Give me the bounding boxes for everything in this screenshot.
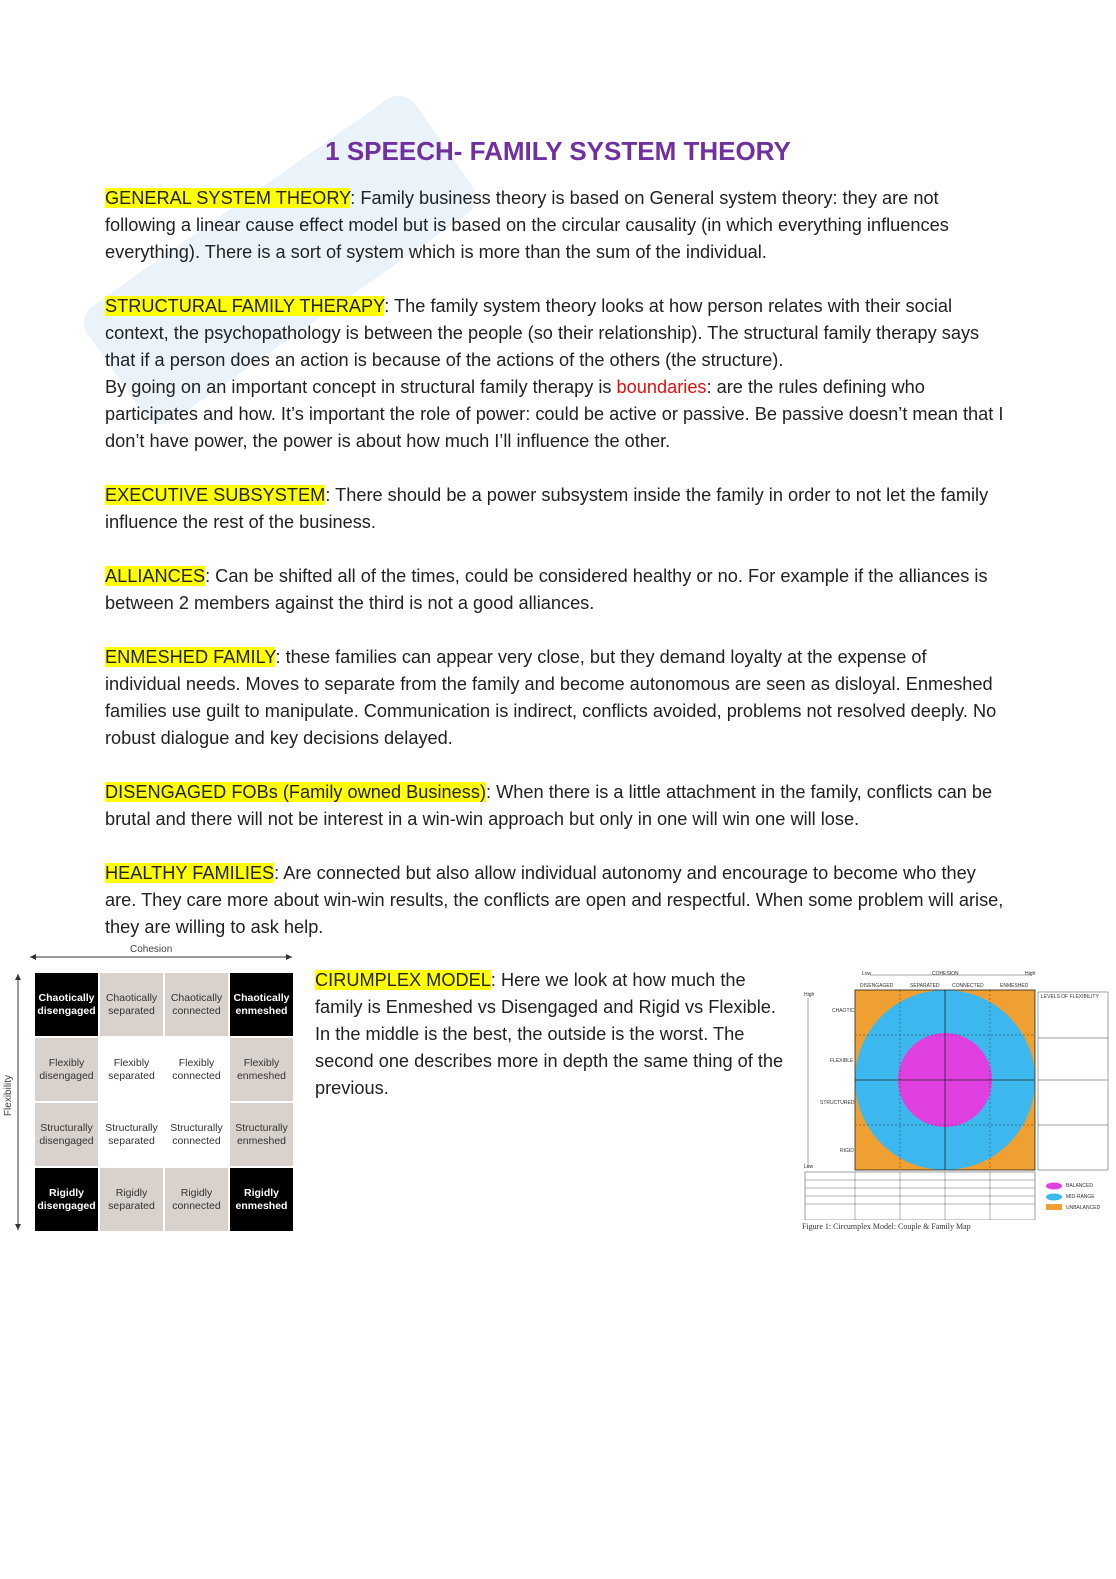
row-label: RIGID	[840, 1148, 854, 1154]
grid-cell: Structurally disengaged	[35, 1103, 98, 1166]
section-text: : Here we look at how much the family is Enmeshed vs Disengaged and Rigid vs Flexible. In the middle is the best, the outside is the worst. The second one describes more in depth the same thing of the previous.	[315, 970, 784, 1099]
grid-cell: Chaotically disengaged	[35, 973, 98, 1036]
side-axis-high: High	[804, 992, 815, 998]
legend-balanced-swatch	[1046, 1183, 1062, 1190]
section-heading: HEALTHY FAMILIES	[105, 863, 275, 883]
flexibility-axis-label: Flexibility	[3, 1074, 15, 1117]
grid-cell: Flexibly disengaged	[35, 1038, 98, 1101]
grid-cell: Flexibly connected	[165, 1038, 228, 1101]
top-axis-label: COHESION	[932, 971, 959, 977]
section-heading: DISENGAGED FOBs (Family owned Business)	[105, 782, 487, 802]
grid-cell: Flexibly separated	[100, 1038, 163, 1101]
section-text: : Can be shifted all of the times, could be considered healthy or no. For example if the alliances is between 2 members against the third is not a good alliances.	[105, 566, 988, 614]
legend-label: MID-RANGE	[1066, 1194, 1095, 1200]
circumplex-map	[800, 968, 1110, 1220]
section-text: : Are connected but also allow individual autonomy and encourage to become who they are. They care more about win-win results, the conflicts are open and respectful. When some problem will arise, they are willing to ask help.	[105, 863, 1004, 938]
grid	[35, 973, 293, 1231]
grid-cell: Rigidly separated	[100, 1168, 163, 1231]
section-enmeshed-family	[105, 644, 1005, 752]
legend-label: UNBALANCED	[1066, 1205, 1101, 1211]
grid-cell: Structurally separated	[100, 1103, 163, 1166]
grid-cell: Rigidly disengaged	[35, 1168, 98, 1231]
grid-cell: Chaotically enmeshed	[230, 973, 293, 1036]
section-text: : Family business theory is based on General system theory: they are not following a linear cause effect model but is based on the circular causality (in which everything influences everything). There is a sort of system which is more than the sum of the individual.	[105, 188, 949, 263]
grid-cell: Chaotically connected	[165, 973, 228, 1036]
section-heading: ENMESHED FAMILY	[105, 647, 276, 667]
levels-title: LEVELS OF FLEXIBILITY	[1041, 994, 1099, 1000]
page-title: 1 SPEECH- FAMILY SYSTEM THEORY	[325, 136, 791, 166]
grid-cell: Structurally enmeshed	[230, 1103, 293, 1166]
row-label: FLEXIBLE	[830, 1058, 854, 1064]
row-label: CHAOTIC	[832, 1008, 855, 1014]
column-label: ENMESHED	[1000, 983, 1029, 989]
highlighted-term: boundaries	[616, 377, 707, 398]
section-text: By going on an important concept in structural family therapy is	[105, 377, 617, 398]
section-text: : these families can appear very close, but they demand loyalty at the expense of individual needs. Moves to separate from the family and become autonomous are seen as disloyal. Enmeshed families use guilt to manipulate. Communication is indirect, conflicts avoided, problems not resolved deeply. No robust dialogue and key decisions delayed.	[105, 647, 997, 749]
legend-mid-swatch	[1046, 1194, 1062, 1201]
section-heading: STRUCTURAL FAMILY THERAPY	[105, 296, 385, 316]
section-healthy-families	[105, 860, 1005, 941]
section-text: : When there is a little attachment in the family, conflicts can be brutal and there will not be interest in a win-win approach but only in one will win one will lose.	[105, 782, 993, 830]
legend-unbalanced-swatch	[1046, 1204, 1062, 1210]
cohesion-axis-label: Cohesion	[130, 944, 173, 955]
section-heading: EXECUTIVE SUBSYSTEM	[105, 485, 326, 505]
column-label: DISENGAGED	[860, 983, 894, 989]
section-general-system-theory	[105, 185, 1005, 266]
grid-cell: Chaotically separated	[100, 973, 163, 1036]
grid-cell: Structurally connected	[165, 1103, 228, 1166]
section-heading: GENERAL SYSTEM THEORY	[105, 188, 351, 208]
row-label: STRUCTURED	[820, 1100, 855, 1106]
grid-cell: Rigidly enmeshed	[230, 1168, 293, 1231]
cohesion-flexibility-grid-figure	[0, 940, 300, 1240]
section-structural-family-therapy	[105, 293, 1005, 456]
section-circumplex-model	[315, 967, 785, 1102]
section-text: : The family system theory looks at how person relates with their social context, the psychopathology is between the people (so their relationship). The structural family therapy says that if a person does an action is because of the actions of the others (the structure).	[105, 296, 980, 371]
grid-cell: Rigidly connected	[165, 1168, 228, 1231]
top-axis-low: Low	[862, 971, 872, 977]
section-heading: ALLIANCES	[105, 566, 206, 586]
section-disengaged-fobs	[105, 779, 1005, 833]
section-text: : There should be a power subsystem inside the family in order to not let the family influence the rest of the business.	[105, 485, 989, 533]
section-heading: CIRUMPLEX MODEL	[315, 970, 491, 990]
circumplex-map-figure	[800, 968, 1110, 1240]
legend-label: BALANCED	[1066, 1183, 1093, 1189]
section-text: : are the rules defining who participates and how. It’s important the role of power: could be active or passive. Be passive doesn’t mean that I don’t have power, the power is about how much I’ll influence the other.	[105, 377, 1004, 452]
column-label: SEPARATED	[910, 983, 940, 989]
grid-cell: Flexibly enmeshed	[230, 1038, 293, 1101]
side-axis-low: Low	[804, 1164, 814, 1170]
section-alliances	[105, 563, 1005, 617]
column-label: CONNECTED	[952, 983, 984, 989]
top-axis-high: High	[1025, 971, 1036, 977]
figure-caption: Figure 1: Circumplex Model: Couple & Family Map	[802, 1222, 971, 1231]
section-executive-subsystem	[105, 482, 1005, 536]
